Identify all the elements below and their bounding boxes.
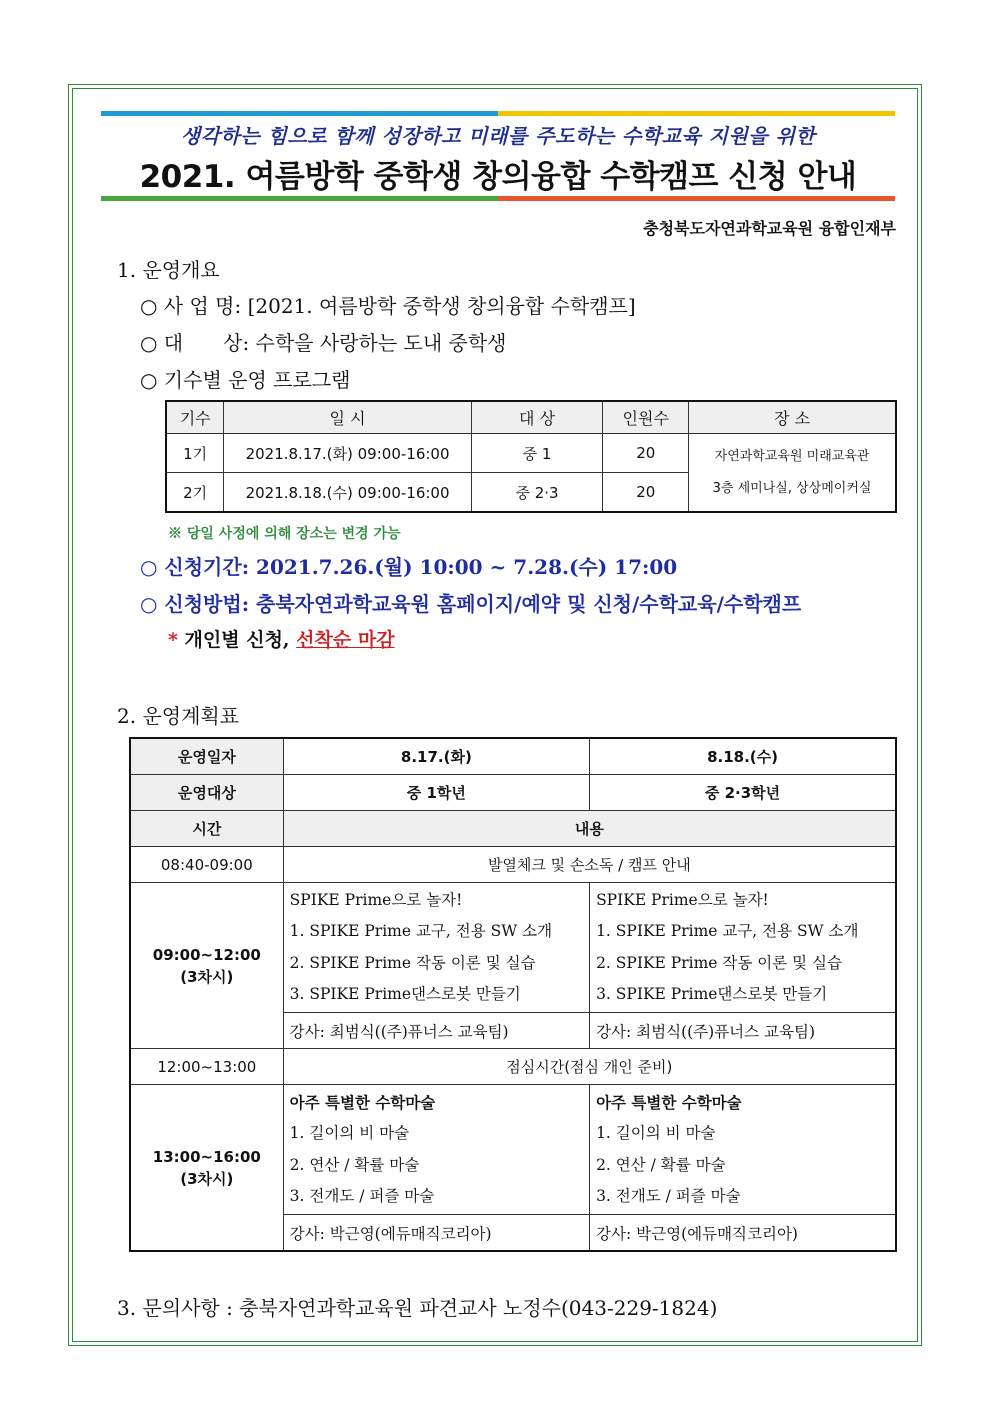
slot4-program-day2 [590,1085,896,1215]
program-line: 2. 연산 / 확률 마술 [596,1155,726,1174]
program-line: 1. 길이의 비 마술 [596,1124,716,1142]
label-target: 운영대상 [130,775,283,811]
program-line: 2. SPIKE Prime 작동 이론 및 실습 [596,953,842,972]
slot4-program-day1 [283,1085,589,1215]
item-program: ○ 기수별 운영 프로그램 [140,368,351,392]
banner-bar-orange [498,196,895,201]
banner-bar-yellow [498,111,895,116]
first-come-deadline: 선착순 마감 [296,629,395,651]
asterisk-icon: * [168,629,178,651]
program-title: SPIKE Prime으로 놀자! [289,890,463,909]
cell-target: 중 1 [471,434,603,473]
program-line: 2. 연산 / 확률 마술 [289,1155,420,1174]
slot4-lecturer-day1: 강사: 박근영(에듀매직코리아) [283,1215,589,1252]
col-date: 일 시 [224,401,471,434]
banner-subtitle: 생각하는 힘으로 함께 성장하고 미래를 주도하는 수학교육 지원을 위한 [180,124,816,148]
organization: 충청북도자연과학교육원 융합인재부 [643,219,896,238]
banner-bar-green [101,196,498,201]
apply-period: ○ 신청기간: 2021.7.26.(월) 10:00 ~ 7.28.(수) 17:00 [140,555,678,579]
apply-note [168,625,395,652]
program-line: 1. SPIKE Prime 교구, 전용 SW 소개 [596,922,859,940]
venue-change-note: ※ 당일 사정에 의해 장소는 변경 가능 [168,526,401,542]
col-target: 대 상 [471,401,603,434]
program-line: 3. 전개도 / 퍼즐 마술 [289,1187,435,1205]
date-day1: 8.17.(화) [283,738,589,775]
program-line: 3. 전개도 / 퍼즐 마술 [596,1187,741,1205]
program-line: 3. SPIKE Prime댄스로봇 만들기 [596,985,828,1003]
cell-gen: 2기 [166,473,224,513]
slot4-time-cell [130,1085,283,1252]
col-count: 인원수 [603,401,689,434]
col-place: 장 소 [689,401,896,434]
contact-info: 3. 문의사항 : 충북자연과학교육원 파견교사 노정수(043-229-1824) [117,1296,718,1320]
program-line: 1. 길이의 비 마술 [289,1124,410,1142]
section2-heading: 2. 운영계획표 [117,704,240,728]
col-gen: 기수 [166,401,224,434]
label-date: 운영일자 [130,738,283,775]
slot3-time: 12:00~13:00 [130,1049,283,1085]
slot4-time: 13:00~16:00 [152,1147,261,1166]
program-line: 2. SPIKE Prime 작동 이론 및 실습 [289,953,536,972]
cell-target: 중 2·3 [471,473,603,513]
slot2-sessions: (3차시) [180,967,234,986]
banner-bar-blue [101,111,498,116]
label-content: 내용 [283,811,896,847]
cell-count: 20 [603,473,689,513]
slot2-lecturer-day2: 강사: 최범식((주)퓨너스 교육팀) [590,1013,896,1049]
date-day2: 8.18.(수) [590,738,896,775]
cell-gen: 1기 [166,434,224,473]
slot4-sessions: (3차시) [180,1169,234,1188]
label-time: 시간 [130,811,283,847]
program-table [165,400,897,513]
program-title: 아주 특별한 수학마술 [596,1092,742,1112]
table-row [166,434,896,473]
apply-method: ○ 신청방법: 충북자연과학교육원 홈페이지/예약 및 신청/수학교육/수학캠프 [140,592,802,616]
cell-place [689,434,896,513]
slot4-lecturer-day2: 강사: 박근영(에듀매직코리아) [590,1215,896,1252]
program-title: 아주 특별한 수학마술 [289,1092,436,1112]
slot2-program-day2 [590,883,896,1013]
slot2-time-cell [130,883,283,1049]
program-line: 3. SPIKE Prime댄스로봇 만들기 [289,985,521,1003]
slot1-content: 발열체크 및 손소독 / 캠프 안내 [283,847,896,883]
program-line: 1. SPIKE Prime 교구, 전용 SW 소개 [289,922,553,940]
slot3-content: 점심시간(점심 개인 준비) [283,1049,896,1085]
slot2-time: 09:00~12:00 [152,945,261,964]
section1-heading: 1. 운영개요 [117,258,220,282]
place-line-2: 3층 세미나실, 상상메이커실 [712,480,872,496]
slot2-lecturer-day1: 강사: 최범식((주)퓨너스 교육팀) [283,1013,589,1049]
cell-count: 20 [603,434,689,473]
item-project-name: ○ 사 업 명: [2021. 여름방학 중학생 창의융합 수학캠프] [140,294,636,318]
cell-date: 2021.8.17.(화) 09:00-16:00 [224,434,471,473]
slot1-time: 08:40-09:00 [130,847,283,883]
target-day2: 중 2·3학년 [590,775,896,811]
place-line-1: 자연과학교육원 미래교육관 [714,448,870,464]
schedule-table [129,737,897,1252]
program-table-header [166,401,896,434]
title-banner [101,111,895,201]
target-day1: 중 1학년 [283,775,589,811]
item-target: ○ 대 상: 수학을 사랑하는 도내 중학생 [140,331,507,355]
banner-title: 2021. 여름방학 중학생 창의융합 수학캠프 신청 안내 [139,159,857,195]
apply-note-text: 개인별 신청, [177,629,297,651]
cell-date: 2021.8.18.(수) 09:00-16:00 [224,473,471,513]
program-title: SPIKE Prime으로 놀자! [596,890,769,909]
slot2-program-day1 [283,883,589,1013]
